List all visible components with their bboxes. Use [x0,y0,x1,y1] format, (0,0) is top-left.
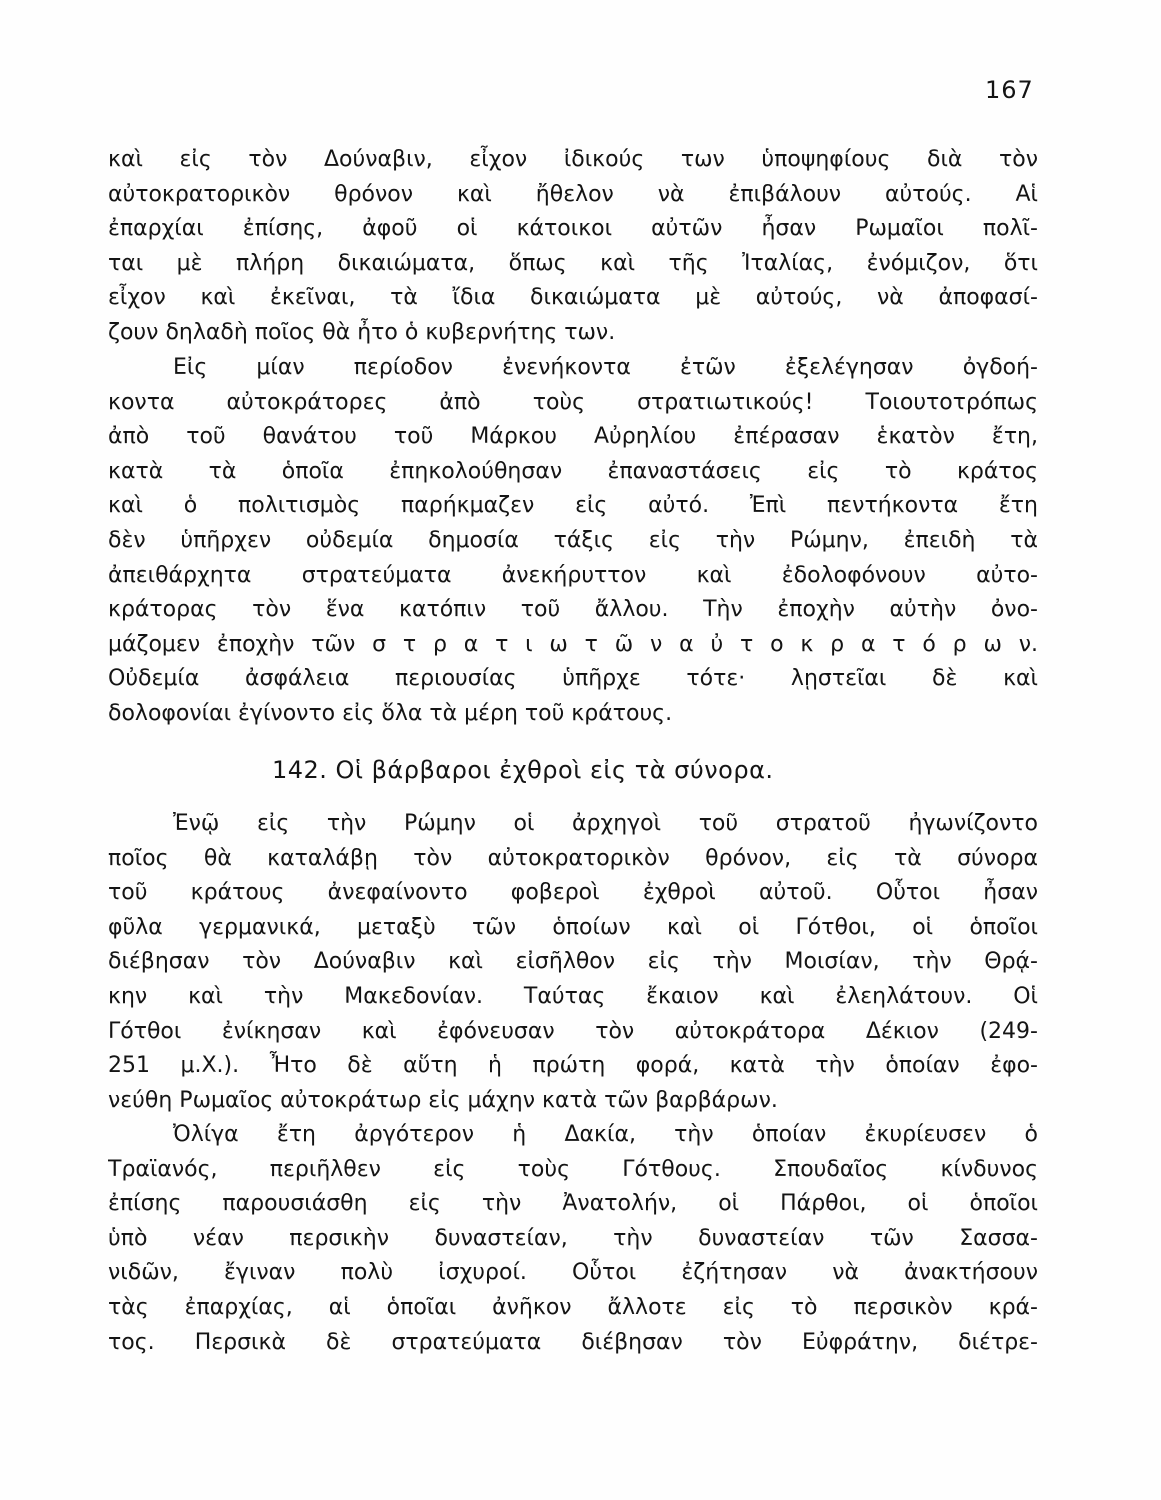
text-line: καὶ ὁ πολιτισμὸς παρήκμαζεν εἰς αὐτό. Ἐπὶ πεντήκοντα ἔτη [108,493,1038,519]
text-line: ποῖος θὰ καταλάβῃ τὸν αὐτοκρατορικὸν θρόνον, εἰς τὰ σύνορα [108,845,1038,871]
text-line: τὰς ἐπαρχίας, αἱ ὁποῖαι ἀνῆκον ἄλλοτε εἰς τὸ περσικὸν κρά- [108,1294,1038,1320]
text-line: αὐτοκρατορικὸν θρόνον καὶ ἤθελον νὰ ἐπιβάλουν αὐτούς. Αἱ [108,181,1038,207]
text-line: φῦλα γερμανικά, μεταξὺ τῶν ὁποίων καὶ οἱ Γότθοι, οἱ ὁποῖοι [108,914,1038,940]
text-line: ζουν δηλαδὴ ποῖος θὰ ἦτο ὁ κυβερνήτης των. [108,319,616,345]
text-line: ται μὲ πλήρη δικαιώματα, ὅπως καὶ τῆς Ἰταλίας, ἐνόμιζον, ὅτι [108,250,1038,276]
paragraph-2 [108,351,1038,732]
page-number: 167 [985,76,1034,104]
text-line: ἀπειθάρχητα στρατεύματα ἀνεκήρυττον καὶ ἐδολοφόνουν αὐτο- [108,562,1038,588]
text-line: τοῦ κράτους ἀνεφαίνοντο φοβεροὶ ἐχθροὶ αὐτοῦ. Οὗτοι ἦσαν [108,880,1038,906]
text-line: νιδῶν, ἔγιναν πολὺ ἰσχυροί. Οὗτοι ἐζήτησαν νὰ ἀνακτήσουν [108,1260,1038,1286]
text-line: ἐπαρχίαι ἐπίσης, ἀφοῦ οἱ κάτοικοι αὐτῶν ἦσαν Ρωμαῖοι πολῖ- [108,216,1038,242]
text-line: κοντα αὐτοκράτορες ἀπὸ τοὺς στρατιωτικούς! Τοιουτοτρόπως [108,389,1038,415]
text-line: εἶχον καὶ ἐκεῖναι, τὰ ἴδια δικαιώματα μὲ αὐτούς, νὰ ἀποφασί- [108,285,1038,311]
text-line: καὶ εἰς τὸν Δούναβιν, εἶχον ἰδικούς των ὑποψηφίους διὰ τὸν [108,147,1038,172]
text-line: Οὐδεμία ἀσφάλεια περιουσίας ὑπῆρχε τότε· λῃστεῖαι δὲ καὶ [108,666,1038,692]
section-title: Οἱ βάρβαροι ἐχθροὶ εἰς τὰ σύνορα. [335,756,774,784]
text-line: ὑπὸ νέαν περσικὴν δυναστείαν, τὴν δυναστείαν τῶν Σασσα- [108,1225,1038,1251]
text-line: Γότθοι ἐνίκησαν καὶ ἐφόνευσαν τὸν αὐτοκράτορα Δέκιον (249- [108,1018,1038,1044]
section-heading [272,756,774,784]
text-line: Ὀλίγα ἔτη ἀργότερον ἡ Δακία, τὴν ὁποίαν ἐκυρίευσεν ὁ [173,1122,1038,1147]
text-line: 251 μ.Χ.). Ἦτο δὲ αὕτη ἡ πρώτη φορά, κατὰ τὴν ὁποίαν ἐφο- [108,1053,1038,1079]
text-line: Ἐνῷ εἰς τὴν Ρώμην οἱ ἀρχηγοὶ τοῦ στρατοῦ ἠγωνίζοντο [173,811,1038,836]
text-line: τος. Περσικὰ δὲ στρατεύματα διέβησαν τὸν Εὐφράτην, διέτρε- [108,1329,1038,1355]
text-line: κράτορας τὸν ἕνα κατόπιν τοῦ ἄλλου. Τὴν ἐποχὴν αὐτὴν ὀνο- [108,597,1038,623]
text-line: νεύθη Ρωμαῖος αὐτοκράτωρ εἰς μάχην κατὰ τῶν βαρβάρων. [108,1087,778,1113]
text-line: Εἰς μίαν περίοδον ἐνενήκοντα ἐτῶν ἐξελέγησαν ὀγδοή- [173,355,1038,380]
text-line: ἐπίσης παρουσιάσθη εἰς τὴν Ἀνατολήν, οἱ Πάρθοι, οἱ ὁποῖοι [108,1191,1038,1217]
paragraph-4 [108,1118,1038,1360]
section-number: 142. [272,756,328,784]
paragraph-1 [108,143,1038,351]
text-line: ἀπὸ τοῦ θανάτου τοῦ Μάρκου Αὐρηλίου ἐπέρασαν ἑκατὸν ἔτη, [108,424,1038,450]
text-line: διέβησαν τὸν Δούναβιν καὶ εἰσῆλθον εἰς τὴν Μοισίαν, τὴν Θρᾴ- [108,949,1038,975]
text-line: δολοφονίαι ἐγίνοντο εἰς ὅλα τὰ μέρη τοῦ κράτους. [108,700,673,726]
text-line: κατὰ τὰ ὁποῖα ἐπηκολούθησαν ἐπαναστάσεις εἰς τὸ κράτος [108,458,1038,484]
paragraph-3 [108,807,1038,1118]
text-line: δὲν ὑπῆρχεν οὐδεμία δημοσία τάξις εἰς τὴν Ρώμην, ἐπειδὴ τὰ [108,527,1038,553]
text-line: κην καὶ τὴν Μακεδονίαν. Ταύτας ἔκαιον καὶ ἐλεηλάτουν. Οἱ [108,983,1038,1009]
text-line: Τραϊανός, περιῆλθεν εἰς τοὺς Γότθους. Σπουδαῖος κίνδυνος [108,1156,1038,1182]
text-line: μάζομεν ἐποχὴν τῶν σ τ ρ α τ ι ω τ ῶ ν α ὐ τ ο κ ρ α τ ό ρ ω ν. [108,631,1038,657]
